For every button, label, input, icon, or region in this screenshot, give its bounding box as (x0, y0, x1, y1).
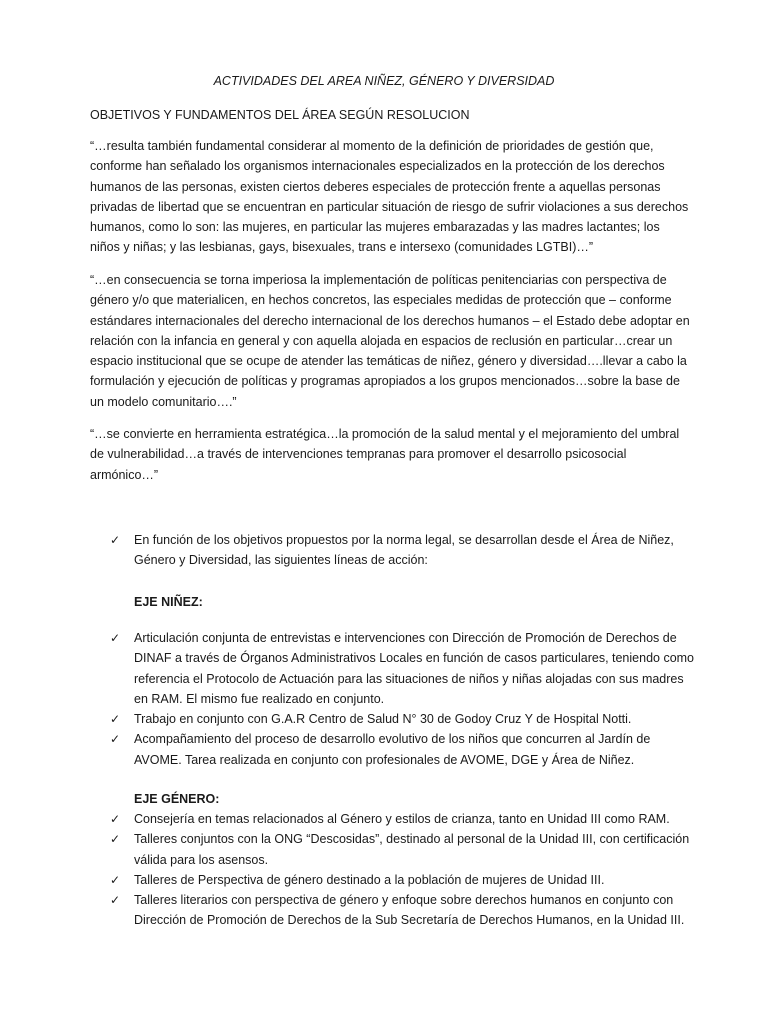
eje-genero-list (110, 809, 700, 931)
document-title: ACTIVIDADES DEL AREA NIÑEZ, GÉNERO Y DIVERSIDAD (213, 74, 555, 88)
list-item-text: En función de los objetivos propuestos por la norma legal, se desarrollan desde el Área de Niñez, Género y Diversidad, las siguientes líneas de acción: (134, 533, 674, 568)
section-subtitle: OBJETIVOS Y FUNDAMENTOS DEL ÁREA SEGÚN RESOLUCION (90, 108, 470, 122)
quote-paragraph: “…se convierte en herramienta estratégica…la promoción de la salud mental y el mejoramiento del umbral de vulnerabilidad…a través de intervenciones tempranas para promover el desarrollo psicosocial armónico…” (90, 427, 680, 482)
list-item (110, 829, 700, 870)
quote-paragraph: “…resulta también fundamental considerar al momento de la definición de prioridades de gestión que, conforme han señalado los organismos internacionales especializados en la protección de los derechos humanos de las personas, existen ciertos deberes especiales de protección frente a aquellas personas privadas de libertad que se encuentran en particular situación de riesgo de sufrir violaciones a sus derechos humanos, como lo son: las mujeres, en particular las mujeres embarazadas y las madres lactantes; los niños y niñas; y las lesbianas, gays, bisexuales, trans e intersexo (comunidades LGTBI)…” (90, 139, 689, 255)
list-item (110, 628, 700, 709)
intro-list (110, 530, 700, 571)
list-item (110, 809, 700, 829)
list-item-text: Acompañamiento del proceso de desarrollo evolutivo de los niños que concurren al Jardín de AVOME. Tarea realizada en conjunto con profesionales de AVOME, DGE y Área de Niñez. (134, 732, 651, 767)
checkmark-icon: ✓ (110, 812, 121, 826)
list-item (110, 890, 700, 931)
quote-paragraph: “…en consecuencia se torna imperiosa la implementación de políticas penitenciarias con perspectiva de género y/o que materialicen, en hechos concretos, las especiales medidas de protección que – conforme estándares internacionales del derecho internacional de los derechos humanos – el Estado debe adoptar en relación con la infancia en general y con aquella alojada en espacios de reclusión en particular…crear un espacio institucional que se ocupe de atender las temáticas de niñez, género y diversidad….llevar a cabo la formulación y ejecución de políticas y programas apropiados a los grupos mencionados…sobre la base de un modelo comunitario….” (90, 273, 690, 409)
checkmark-icon: ✓ (110, 872, 121, 887)
list-item-text: Trabajo en conjunto con G.A.R Centro de Salud N° 30 de Godoy Cruz Y de Hospital Notti. (134, 712, 632, 727)
eje-genero-heading: EJE GÉNERO: (134, 792, 220, 806)
list-item (110, 709, 700, 729)
checkmark-icon: ✓ (110, 832, 121, 847)
list-item-text: Consejería en temas relacionados al Género y estilos de crianza, tanto en Unidad III como RAM. (134, 812, 670, 826)
list-item-text: Talleres conjuntos con la ONG “Descosidas”, destinado al personal de la Unidad III, con certificación válida para los asensos. (134, 832, 690, 867)
checkmark-icon: ✓ (110, 533, 121, 547)
checkmark-icon: ✓ (110, 732, 121, 747)
list-item (110, 729, 700, 770)
list-item-text: Talleres de Perspectiva de género destinado a la población de mujeres de Unidad III. (134, 872, 605, 887)
checkmark-icon: ✓ (110, 631, 121, 645)
checkmark-icon: ✓ (110, 712, 121, 727)
eje-ninez-heading: EJE NIÑEZ: (134, 595, 203, 609)
list-item-text: Talleres literarios con perspectiva de género y enfoque sobre derechos humanos en conjunto con Dirección de Promoción de Derechos de la Sub Secretaría de Derechos Humanos, en la Unidad III. (134, 893, 685, 928)
list-item (110, 530, 700, 571)
eje-ninez-list (110, 628, 700, 770)
list-item-text: Articulación conjunta de entrevistas e intervenciones con Dirección de Promoción de Derechos de DINAF a través de Órganos Administrativos Locales en función de casos particulares, teniendo como referencia el Protocolo de Actuación para las situaciones de niños y niñas alojadas con sus madres en RAM. El mismo fue realizado en conjunto. (134, 631, 695, 706)
checkmark-icon: ✓ (110, 893, 121, 908)
list-item (110, 870, 700, 890)
